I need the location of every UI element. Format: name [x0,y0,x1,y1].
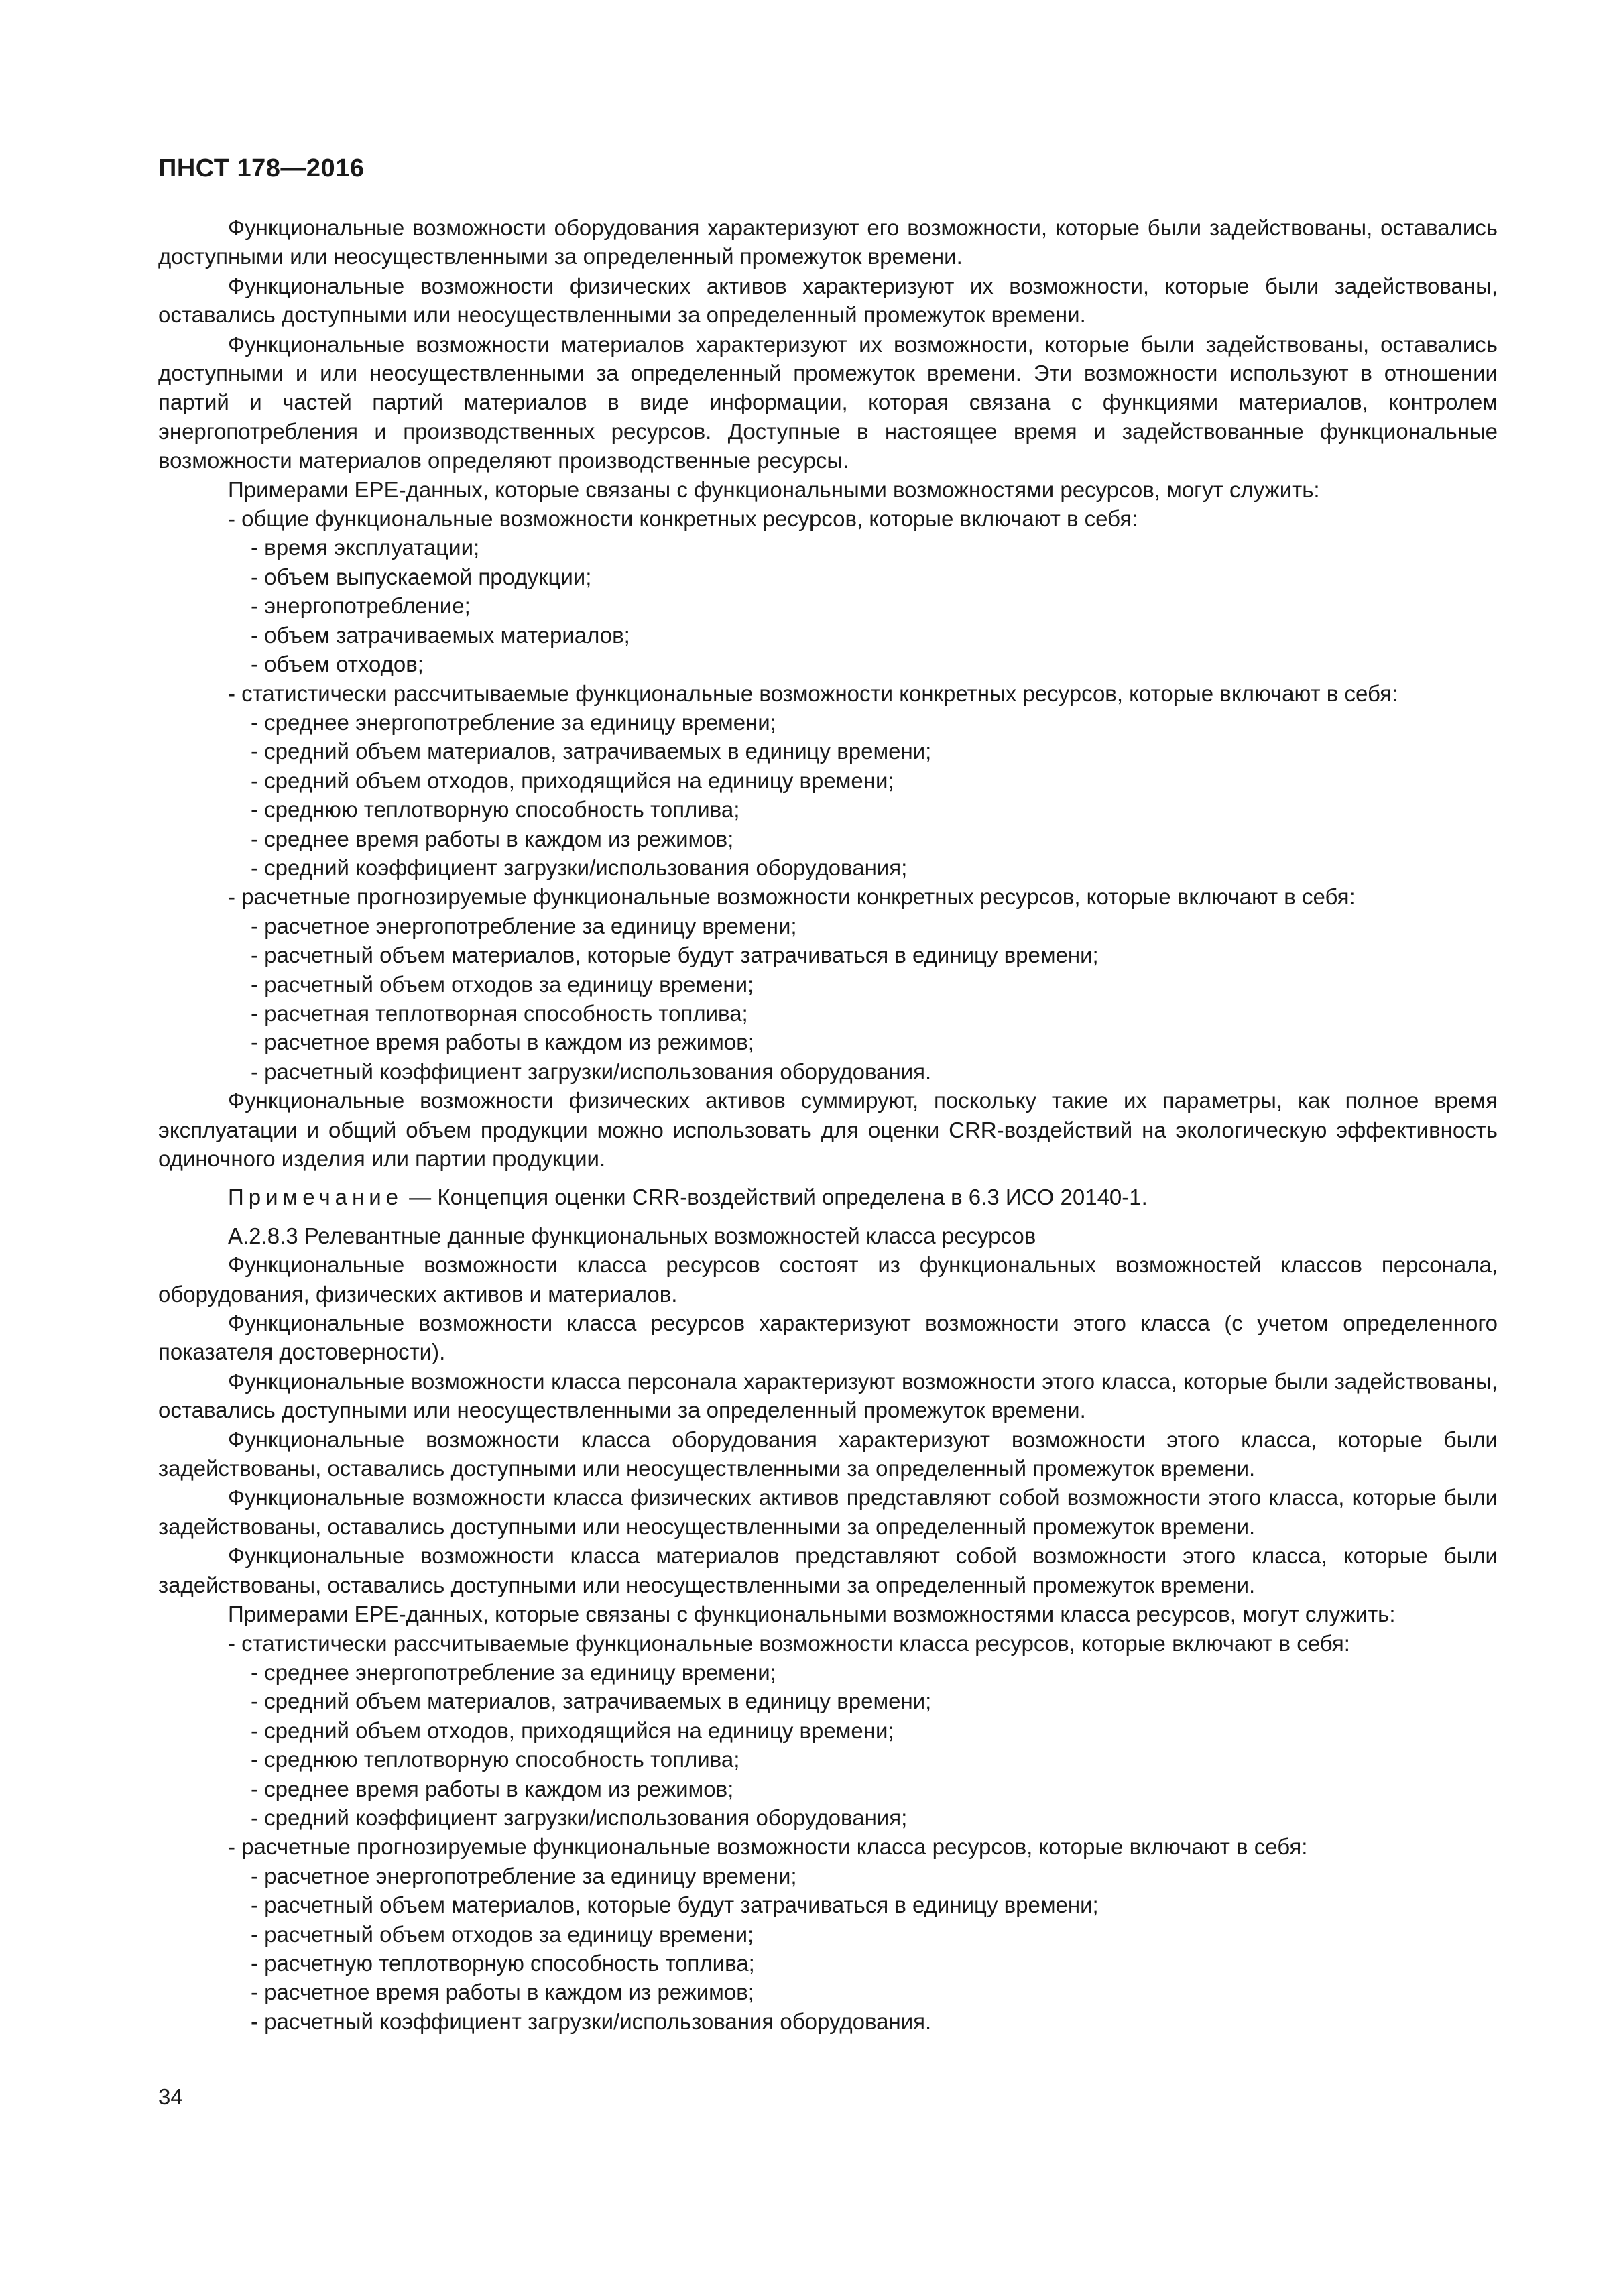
list-item: - объем выпускаемой продукции; [251,564,592,589]
list-item: - средний объем материалов, затрачиваемых в единицу времени; [251,739,932,764]
list-item: - среднее энергопотребление за единицу времени; [251,1659,776,1685]
list-item: - среднюю теплотворную способность топлива; [251,797,740,823]
list-item: - расчетный объем материалов, которые будут затрачиваться в единицу времени; [251,1892,1099,1918]
paragraph: Функциональные возможности материалов характеризуют их возможности, которые были задействованы, оставались доступными и или неосуществленными за определенный промежуток времени. Эти возможности используют в отношении партий и частей партий материалов в виде информации, которая связана с функциями материалов, контролем энергопотребления и производственных ресурсов. Доступные в настоящее время и задействованные функциональные возможности материалов определяют производственные ресурсы. [158,331,1498,473]
list-item: - расчетное энергопотребление за единицу времени; [251,913,797,939]
paragraph: Функциональные возможности класса ресурсов характеризуют возможности этого класса (с учетом определенного показателя достоверности). [158,1311,1498,1365]
list-item: - объем отходов; [251,652,424,677]
list-item: - средний объем отходов, приходящийся на единицу времени; [251,1717,894,1743]
list-group-heading: - расчетные прогнозируемые функциональные возможности класса ресурсов, которые включают в себя: [228,1834,1308,1860]
list-item: - энергопотребление; [251,593,471,619]
list-item: - расчетное время работы в каждом из режимов; [251,1030,754,1055]
note-text: — Концепция оценки CRR-воздействий определена в 6.3 ИСО 20140-1. [403,1185,1148,1210]
paragraph: Примерами ЕРЕ-данных, которые связаны с функциональными возможностями класса ресурсов, могут служить: [228,1602,1396,1627]
list-item: - расчетную теплотворную способность топлива; [251,1950,755,1976]
paragraph: Функциональные возможности физических активов суммируют, поскольку такие их параметры, как полное время эксплуатации и общий объем продукции можно использовать для оценки CRR-воздействий на экологическую эффективность одиночного изделия или партии продукции. [158,1088,1498,1171]
list-item: - объем затрачиваемых материалов; [251,622,630,648]
list-item: - расчетное время работы в каждом из режимов; [251,1980,754,2005]
list-item: - расчетный объем материалов, которые будут затрачиваться в единицу времени; [251,943,1099,968]
list-item: - расчетный объем отходов за единицу времени; [251,1921,754,1947]
section-heading: А.2.8.3 Релевантные данные функциональных возможностей класса ресурсов [228,1223,1036,1248]
list-item: - время эксплуатации; [251,535,480,560]
page-body [158,213,1498,2036]
page-number: 34 [158,2084,183,2109]
list-item: - расчетный объем отходов за единицу времени; [251,971,754,997]
list-item: - расчетное энергопотребление за единицу времени; [251,1863,797,1888]
paragraph: Функциональные возможности класса материалов представляют собой возможности этого класса, которые были задействованы, оставались доступными или неосуществленными за определенный промежуток времени. [158,1543,1498,1597]
note-label: Примечание [228,1185,404,1210]
paragraph: Примерами ЕРЕ-данных, которые связаны с функциональными возможностями ресурсов, могут служить: [228,477,1320,502]
list-item: - среднюю теплотворную способность топлива; [251,1747,740,1772]
spacer [158,1212,1498,1221]
list-item: - среднее время работы в каждом из режимов; [251,826,734,851]
list-item: - средний объем материалов, затрачиваемых в единицу времени; [251,1689,932,1714]
list-item: - средний коэффициент загрузки/использования оборудования; [251,1805,908,1830]
paragraph: Функциональные возможности физических активов характеризуют их возможности, которые были задействованы, оставались доступными или неосуществленными за определенный промежуток времени. [158,273,1498,328]
paragraph: Функциональные возможности класса персонала характеризуют возможности этого класса, которые были задействованы, оставались доступными или неосуществленными за определенный промежуток времени. [158,1368,1498,1423]
list-item: - расчетная теплотворная способность топлива; [251,1000,748,1026]
list-item: - средний объем отходов, приходящийся на единицу времени; [251,768,894,793]
list-item: - средний коэффициент загрузки/использования оборудования; [251,855,908,880]
list-group-heading: - статистически рассчитываемые функциональные возможности конкретных ресурсов, которые включают в себя: [228,680,1398,706]
list-item: - расчетный коэффициент загрузки/использования оборудования. [251,2008,932,2034]
paragraph: Функциональные возможности класса оборудования характеризуют возможности этого класса, которые были задействованы, оставались доступными или неосуществленными за определенный промежуток времени. [158,1427,1498,1482]
document-designation: ПНСТ 178—2016 [158,154,365,182]
paragraph: Функциональные возможности класса ресурсов состоят из функциональных возможностей классов персонала, оборудования, физических активов и материалов. [158,1252,1498,1307]
list-item: - среднее время работы в каждом из режимов; [251,1776,734,1801]
list-group-heading: - расчетные прогнозируемые функциональные возможности конкретных ресурсов, которые включают в себя: [228,884,1356,910]
list-item: - расчетный коэффициент загрузки/использования оборудования. [251,1059,932,1084]
spacer [158,1173,1498,1183]
list-item: - среднее энергопотребление за единицу времени; [251,709,776,735]
paragraph: Функциональные возможности класса физических активов представляют собой возможности этого класса, которые были задействованы, оставались доступными или неосуществленными за определенный промежуток времени. [158,1485,1498,1539]
note [158,1183,1498,1211]
paragraph: Функциональные возможности оборудования характеризуют его возможности, которые были задействованы, оставались доступными или неосуществленными за определенный промежуток времени. [158,215,1498,269]
list-group-heading: - статистически рассчитываемые функциональные возможности класса ресурсов, которые включают в себя: [228,1630,1350,1656]
list-group-heading: - общие функциональные возможности конкретных ресурсов, которые включают в себя: [228,506,1138,532]
